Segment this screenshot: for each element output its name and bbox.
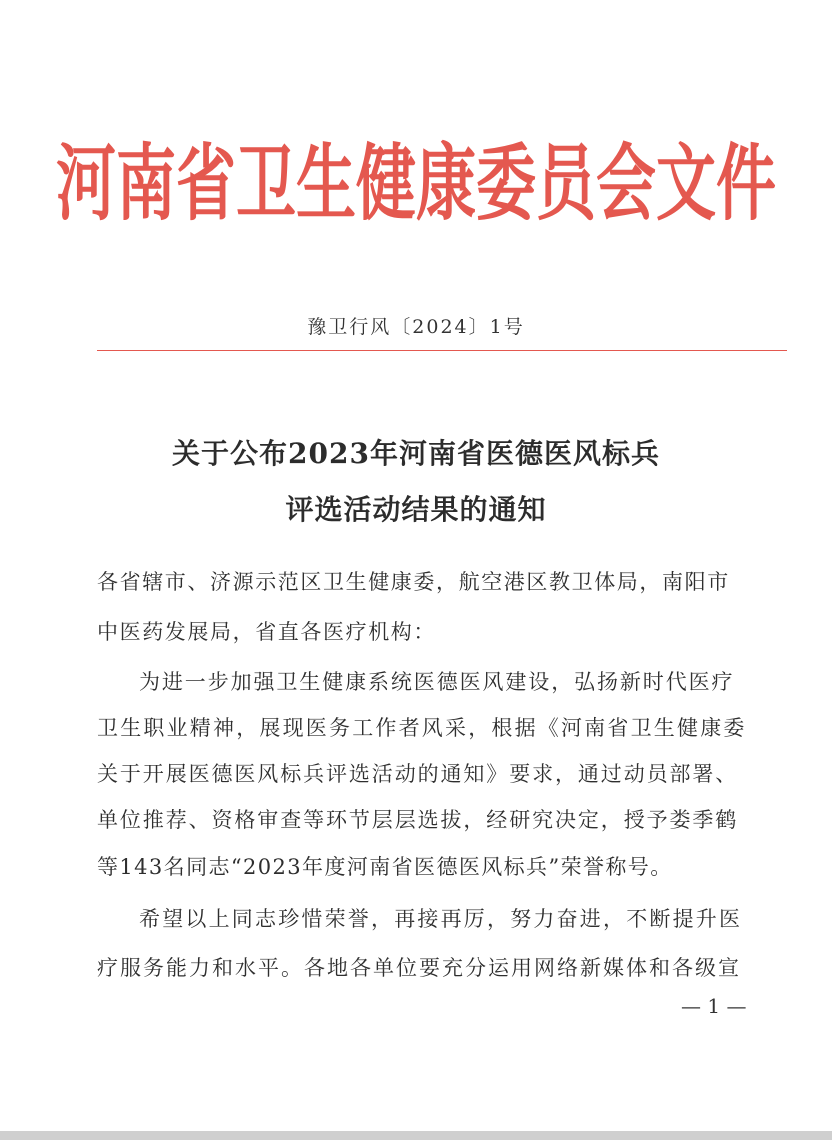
body-line-2: 中医药发展局，省直各医疗机构： bbox=[97, 620, 436, 644]
body-line-1: 各省辖市、济源示范区卫生健康委，航空港区教卫体局，南阳市 bbox=[97, 570, 730, 594]
notice-title-line-2: 评选活动结果的通知 bbox=[285, 493, 547, 526]
notice-title-line-1: 关于公布2023年河南省医德医风标兵 bbox=[172, 437, 660, 470]
body-line-9: 疗服务能力和水平。各地各单位要充分运用网络新媒体和各级宣 bbox=[97, 956, 741, 980]
red-divider-line bbox=[97, 350, 787, 351]
body-line-7: 等143名同志“2023年度河南省医德医风标兵”荣誉称号。 bbox=[97, 855, 673, 879]
body-line-8: 希望以上同志珍惜荣誉，再接再厉，努力奋进，不断提升医 bbox=[139, 907, 743, 931]
page-number: — 1 — bbox=[681, 994, 747, 1018]
body-line-3: 为进一步加强卫生健康系统医德医风建设，弘扬新时代医疗 bbox=[139, 670, 735, 694]
bottom-scroll-bar bbox=[0, 1131, 832, 1140]
document-number: 豫卫行风〔2024〕1号 bbox=[307, 316, 525, 338]
body-line-6: 单位推荐、资格审查等环节层层选拔，经研究决定，授予娄季鹤 bbox=[97, 808, 739, 832]
document-header-title: 河南省卫生健康委员会文件 bbox=[56, 135, 776, 233]
body-line-4: 卫生职业精神，展现医务工作者风采，根据《河南省卫生健康委 bbox=[97, 716, 747, 740]
body-line-5: 关于开展医德医风标兵评选活动的通知》要求，通过动员部署、 bbox=[97, 762, 739, 786]
